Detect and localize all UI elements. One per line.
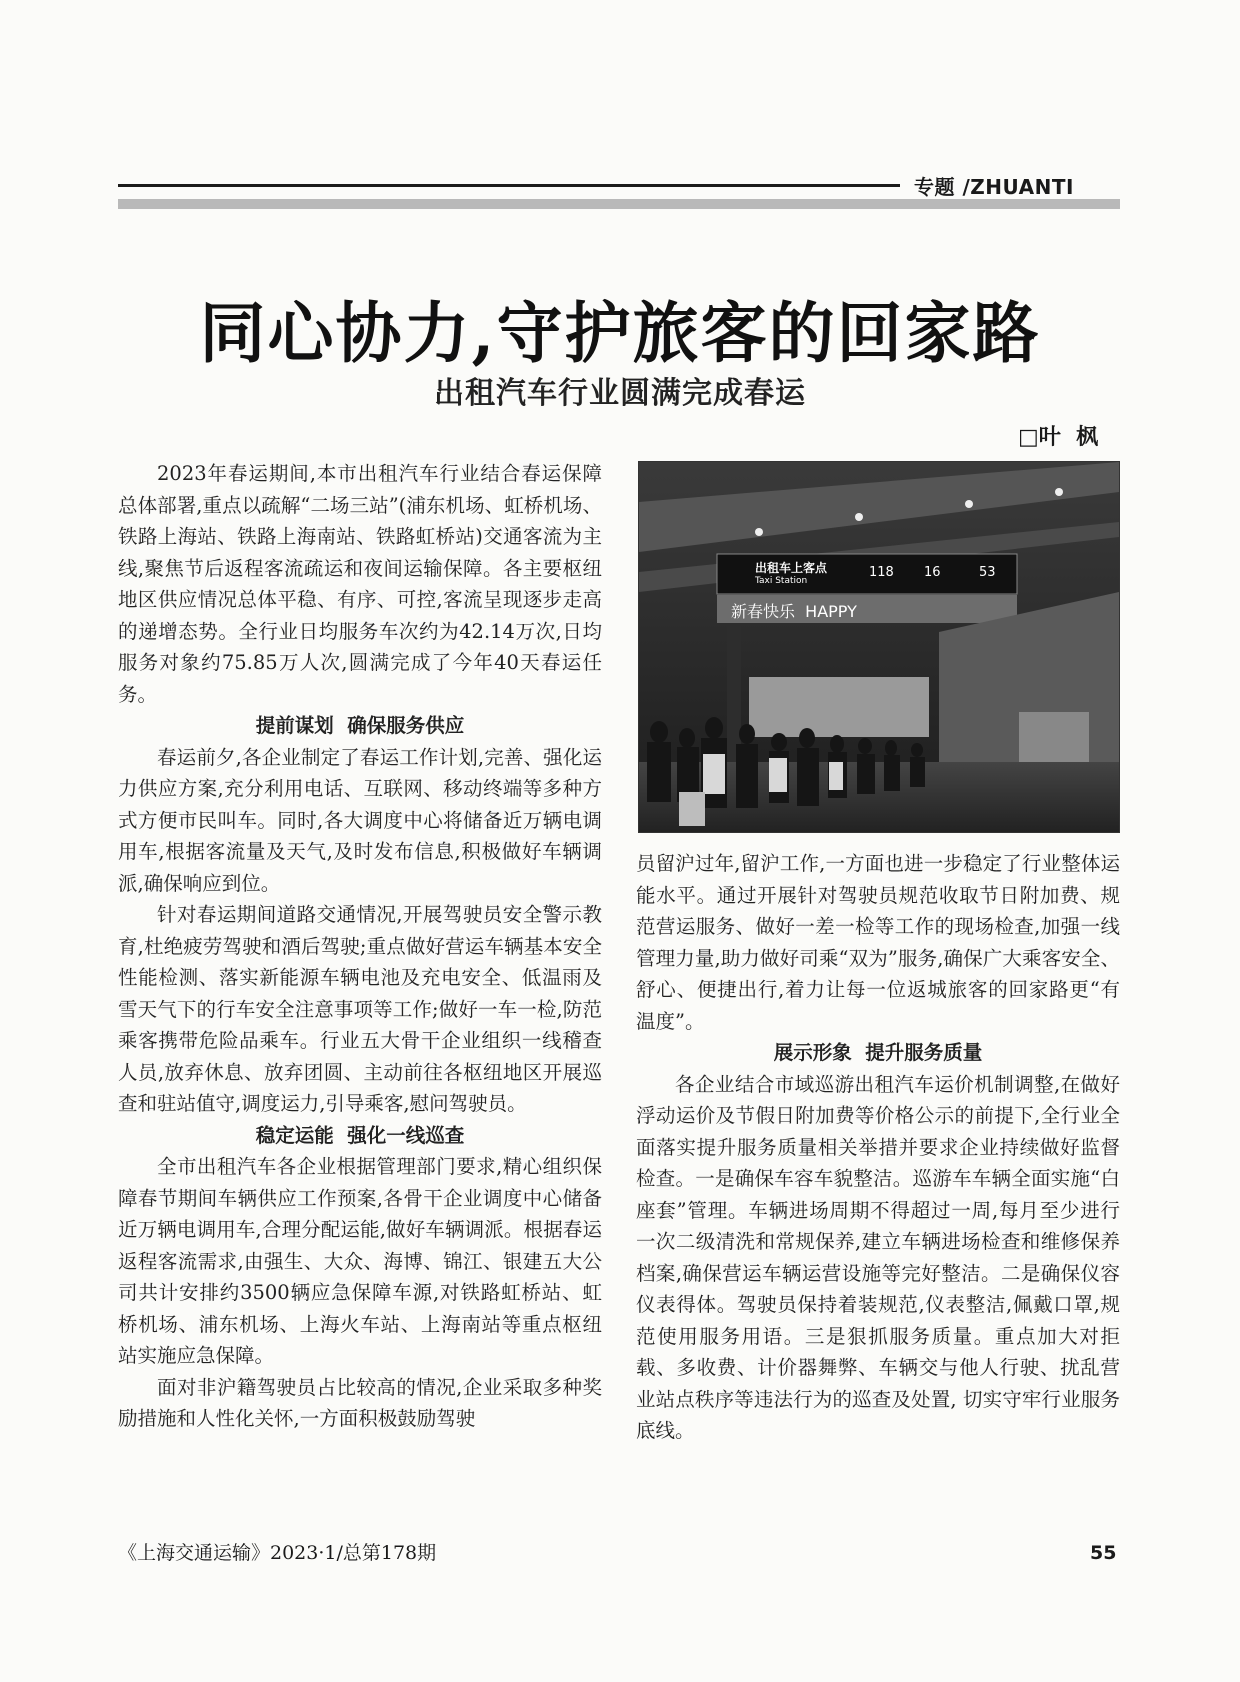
page-number: 55: [1090, 1542, 1117, 1564]
paragraph: 面对非沪籍驾驶员占比较高的情况,企业采取多种奖励措施和人性化关怀,一方面积极鼓励驾驶: [118, 1375, 602, 1430]
left-column: [118, 458, 602, 1435]
paragraph: 员留沪过年,留沪工作,一方面也进一步稳定了行业整体运能水平。通过开展针对驾驶员规范收取节日附加费、规范营运服务、做好一差一检等工作的现场检查,加强一线管理力量,助力做好司乘“双为”服务,确保广大乘客安全、舒心、便捷出行,着力让每一位返城旅客的回家路更“有温度”。: [636, 852, 1120, 1033]
section-heading: 稳定运能 强化一线巡查: [255, 1123, 465, 1147]
journal-info: 《上海交通运输》2023·1/总第178期: [118, 1542, 437, 1564]
banner-text: 新春快乐 HAPPY: [731, 602, 857, 621]
taxi-station-photo: [638, 461, 1120, 833]
paragraph: 春运前夕,各企业制定了春运工作计划,完善、强化运力供应方案,充分利用电话、互联网、移动终端等多种方式方便市民叫车。同时,各大调度中心将储备近万辆电调用车,根据客流量及天气,及时发布信息,积极做好车辆调派,确保响应到位。: [118, 745, 602, 895]
section-heading: 展示形象 提升服务质量: [773, 1041, 983, 1064]
article-author: □叶 枫: [1018, 424, 1099, 450]
paragraph: 针对春运期间道路交通情况,开展驾驶员安全警示教育,杜绝疲劳驾驶和酒后驾驶;重点做好营运车辆基本安全性能检测、落实新能源车辆电池及充电安全、低温雨及雪天气下的行车安全注意事项等工作;做好一车一检,防范乘客携带危险品乘车。行业五大骨干企业组织一线稽查人员,放弃休息、放弃团圆、主动前往各枢纽地区开展巡查和驻站值守,调度运力,引导乘客,慰问驾驶员。: [118, 903, 602, 1115]
header-rule: [118, 184, 900, 187]
right-column: [636, 848, 1120, 1447]
taxi-sign-label: 出租车上客点: [755, 561, 828, 575]
paragraph: 各企业结合市域巡游出租汽车运价机制调整,在做好浮动运价及节假日附加费等价格公示的前提下,全行业全面落实提升服务质量相关举措并要求企业持续做好监督检查。一是确保车容车貌整洁。巡游车车辆全面实施“白座套”管理。车辆进场周期不得超过一周,每月至少进行一次二级清洗和常规保养,建立车辆进场检查和维修保养档案,确保营运车辆运营设施等完好整洁。二是确保仪容仪表得体。驾驶员保持着装规范,仪表整洁,佩戴口罩,规范使用服务用语。三是狠抓服务质量。重点加大对拒载、多收费、计价器舞弊、车辆交与他人行驶、扰乱营业站点秩序等违法行为的巡查及处置, 切实守牢行业服务底线。: [636, 1072, 1120, 1442]
header-strip: [118, 199, 1120, 209]
paragraph: 2023年春运期间,本市出租汽车行业结合春运保障总体部署,重点以疏解“二场三站”(浦东机场、虹桥机场、铁路上海站、铁路上海南站、铁路虹桥站)交通客流为主线,聚焦节后返程客流疏运和夜间运输保障。各主要枢纽地区供应情况总体平稳、有序、可控,客流呈现逐步走高的递增态势。全行业日均服务车次约为42.14万次,日均服务对象约75.85万人次,圆满完成了今年40天春运任务。: [118, 462, 602, 706]
taxi-sign-sub: Taxi Station: [755, 576, 808, 586]
sign-number-1: 118: [869, 565, 894, 580]
photo-illustration: [639, 462, 1119, 832]
paragraph: 全市出租汽车各企业根据管理部门要求,精心组织保障春节期间车辆供应工作预案,各骨干企业调度中心储备近万辆电调用车,合理分配运能,做好车辆调派。根据春运返程客流需求,由强生、大众、海博、锦江、银建五大公司共计安排约3500辆应急保障车源,对铁路虹桥站、虹桥机场、浦东机场、上海火车站、上海南站等重点枢纽站实施应急保障。: [118, 1155, 602, 1367]
section-heading: 提前谋划 确保服务供应: [255, 714, 465, 737]
article-subtitle: 出租汽车行业圆满完成春运: [434, 376, 806, 411]
article-title: 同心协力,守护旅客的回家路: [199, 294, 1041, 372]
section-label: 专题 /ZHUANTI: [914, 175, 1074, 199]
sign-number-3: 53: [979, 565, 996, 580]
sign-number-2: 16: [924, 565, 941, 580]
